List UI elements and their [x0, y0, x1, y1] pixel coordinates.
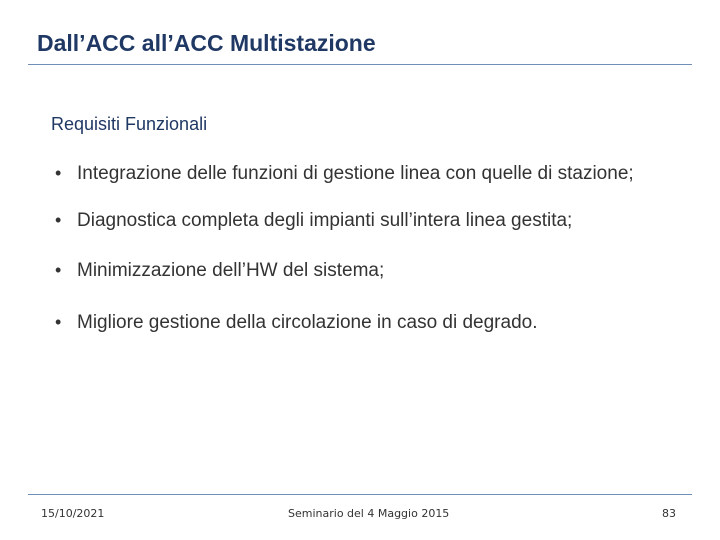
title-divider: [28, 64, 692, 65]
slide-title: Dall’ACC all’ACC Multistazione: [37, 30, 376, 56]
bullet-item: [51, 309, 661, 336]
footer-date: 15/10/2021: [41, 507, 105, 520]
bullet-dot-icon: •: [55, 210, 62, 230]
bullet-text: Diagnostica completa degli impianti sull’intera linea gestita;: [77, 210, 573, 231]
bullet-text: Migliore gestione della circolazione in caso di degrado.: [77, 312, 538, 333]
bullet-text: Integrazione delle funzioni di gestione linea con quelle di stazione;: [77, 163, 634, 184]
section-subtitle: Requisiti Funzionali: [51, 114, 208, 134]
bullet-text: Minimizzazione dell’HW del sistema;: [77, 260, 385, 281]
bullet-item: [51, 160, 661, 187]
bullet-item: [51, 207, 661, 234]
page-number: 83: [662, 507, 676, 520]
footer-event: Seminario del 4 Maggio 2015: [288, 507, 450, 520]
footer-divider: [28, 494, 692, 495]
bullet-dot-icon: •: [55, 163, 62, 183]
bullet-dot-icon: •: [55, 312, 62, 332]
bullet-dot-icon: •: [55, 260, 62, 280]
bullet-item: [51, 257, 661, 284]
bullet-list: [51, 160, 661, 336]
